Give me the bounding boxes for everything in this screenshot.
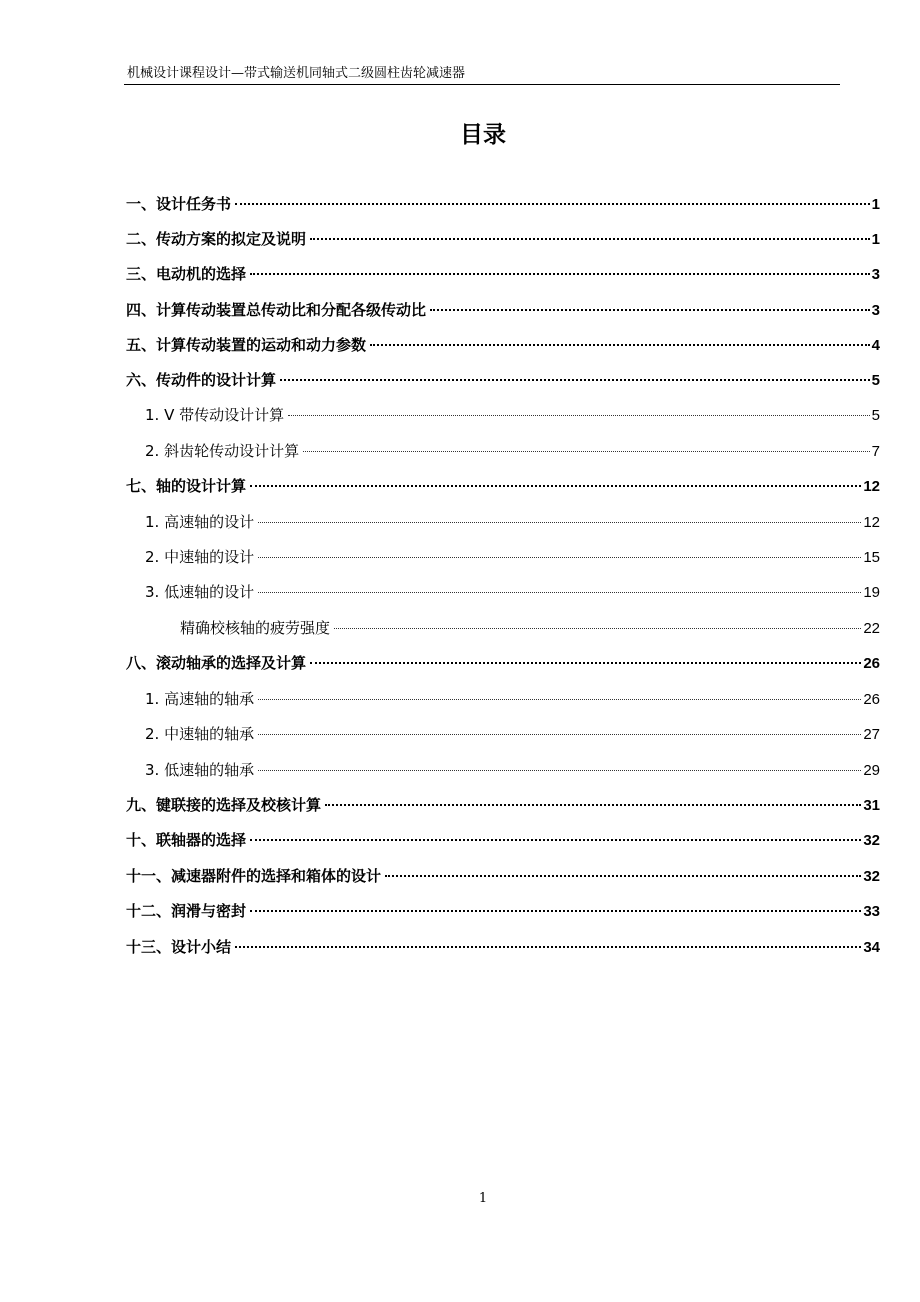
toc-entry-page: 33 — [863, 903, 880, 920]
toc-entry-page: 12 — [863, 514, 880, 531]
toc-entry-label: 三、电动机的选择 — [126, 265, 247, 283]
toc-leader-dots — [310, 238, 870, 240]
toc-entry[interactable] — [126, 864, 880, 888]
toc-entry-page: 7 — [871, 443, 880, 460]
toc-subentry[interactable] — [145, 580, 880, 604]
toc-entry-page: 26 — [863, 655, 880, 672]
toc-entry-label: 1. V 带传动设计计算 — [145, 406, 285, 424]
toc-title: 目录 — [460, 122, 506, 148]
toc-leader-dots — [370, 344, 870, 346]
toc-leader-dots — [250, 910, 861, 912]
toc-entry[interactable] — [126, 227, 880, 251]
toc-entry[interactable] — [126, 828, 880, 852]
toc-leader-dots — [334, 628, 861, 629]
toc-subsubentry[interactable] — [180, 616, 880, 640]
toc-leader-dots — [235, 203, 870, 205]
toc-leader-dots — [325, 804, 861, 806]
toc-subentry[interactable] — [145, 439, 880, 463]
toc-entry-page: 12 — [863, 478, 880, 495]
toc-entry-label: 一、设计任务书 — [126, 195, 232, 213]
toc-subentry[interactable] — [145, 510, 880, 534]
toc-subentry[interactable] — [145, 722, 880, 746]
toc-leader-dots — [250, 273, 870, 275]
toc-subentry[interactable] — [145, 758, 880, 782]
toc-entry-page: 5 — [871, 372, 880, 389]
toc-entry-label: 十一、减速器附件的选择和箱体的设计 — [126, 867, 382, 885]
toc-entry-page: 1 — [871, 231, 880, 248]
toc-leader-dots — [258, 699, 861, 700]
toc-entry-label: 1. 高速轴的设计 — [145, 513, 255, 531]
toc-leader-dots — [250, 839, 861, 841]
toc-entry[interactable] — [126, 651, 880, 675]
toc-entry[interactable] — [126, 298, 880, 322]
toc-leader-dots — [258, 734, 861, 735]
page-number: 1 — [478, 1191, 488, 1206]
running-header: 机械设计课程设计—带式输送机同轴式二级圆柱齿轮减速器 — [127, 66, 466, 81]
toc-entry-label: 四、计算传动装置总传动比和分配各级传动比 — [126, 301, 427, 319]
toc-leader-dots — [385, 875, 861, 877]
toc-entry-page: 34 — [863, 939, 880, 956]
toc-leader-dots — [250, 485, 861, 487]
toc-leader-dots — [258, 592, 861, 593]
toc-leader-dots — [258, 770, 861, 771]
toc-leader-dots — [258, 557, 861, 558]
toc-leader-dots — [280, 379, 870, 381]
toc-subentry[interactable] — [145, 545, 880, 569]
toc-entry-page: 5 — [871, 407, 880, 424]
toc-entry[interactable] — [126, 192, 880, 216]
toc-entry-label: 2. 中速轴的设计 — [145, 548, 255, 566]
toc-entry-label: 十、联轴器的选择 — [126, 831, 247, 849]
toc-entry-label: 2. 斜齿轮传动设计计算 — [145, 442, 300, 460]
toc-entry-page: 29 — [863, 762, 880, 779]
toc-entry-page: 22 — [863, 620, 880, 637]
toc-entry-page: 3 — [871, 302, 880, 319]
toc-entry-page: 19 — [863, 584, 880, 601]
toc-entry-page: 4 — [871, 337, 880, 354]
toc-entry-label: 五、计算传动装置的运动和动力参数 — [126, 336, 367, 354]
toc-leader-dots — [288, 415, 870, 416]
toc-entry-label: 1. 高速轴的轴承 — [145, 690, 255, 708]
toc-entry[interactable] — [126, 474, 880, 498]
toc-entry-page: 15 — [863, 549, 880, 566]
toc-entry-label: 十二、润滑与密封 — [126, 902, 247, 920]
toc-entry-label: 八、滚动轴承的选择及计算 — [126, 654, 307, 672]
toc-entry[interactable] — [126, 262, 880, 286]
toc-leader-dots — [430, 309, 870, 311]
toc-leader-dots — [235, 946, 861, 948]
toc-entry-label: 七、轴的设计计算 — [126, 477, 247, 495]
toc-entry[interactable] — [126, 333, 880, 357]
toc-entry-label: 二、传动方案的拟定及说明 — [126, 230, 307, 248]
toc-entry-label: 九、键联接的选择及校核计算 — [126, 796, 322, 814]
toc-leader-dots — [310, 662, 861, 664]
toc-entry-page: 32 — [863, 868, 880, 885]
toc-leader-dots — [258, 522, 861, 523]
toc-entry[interactable] — [126, 793, 880, 817]
toc-subentry[interactable] — [145, 687, 880, 711]
toc-entry-page: 32 — [863, 832, 880, 849]
header-rule — [124, 84, 840, 85]
toc-entry-page: 3 — [871, 266, 880, 283]
toc-entry-label: 2. 中速轴的轴承 — [145, 725, 255, 743]
toc-entry-label: 六、传动件的设计计算 — [126, 371, 277, 389]
toc-entry-label: 精确校核轴的疲劳强度 — [180, 619, 331, 637]
toc-entry[interactable] — [126, 935, 880, 959]
toc-entry-page: 27 — [863, 726, 880, 743]
toc-subentry[interactable] — [145, 403, 880, 427]
toc-entry[interactable] — [126, 368, 880, 392]
toc-entry-label: 3. 低速轴的设计 — [145, 583, 255, 601]
toc-entry[interactable] — [126, 899, 880, 923]
toc-entry-page: 31 — [863, 797, 880, 814]
toc-entry-label: 3. 低速轴的轴承 — [145, 761, 255, 779]
toc-leader-dots — [303, 451, 870, 452]
toc-entry-page: 26 — [863, 691, 880, 708]
toc-entry-page: 1 — [871, 196, 880, 213]
toc-entry-label: 十三、设计小结 — [126, 938, 232, 956]
